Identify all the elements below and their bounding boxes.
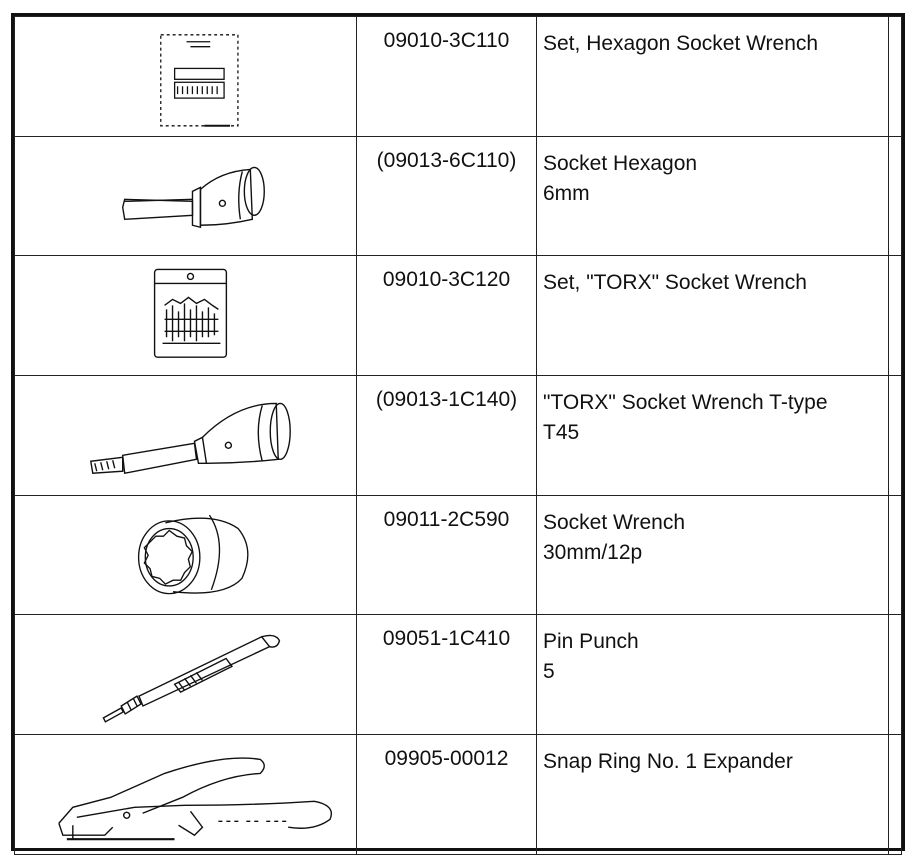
tool-description xyxy=(537,735,889,855)
tool-description xyxy=(537,17,889,137)
tool-description xyxy=(537,615,889,735)
table-row xyxy=(15,735,902,855)
tool-name: Snap Ring No. 1 Expander xyxy=(543,750,793,774)
tool-description xyxy=(537,256,889,376)
tool-name: "TORX" Socket Wrench T-type xyxy=(543,391,828,415)
tool-illustration-cell xyxy=(15,376,357,496)
part-number: 09905-00012 xyxy=(357,735,537,855)
hexagon-socket-set-case-icon xyxy=(15,17,356,136)
tool-name: Socket Hexagon xyxy=(543,151,698,175)
torx-socket-set-pouch-icon xyxy=(15,256,356,375)
tool-name: Set, "TORX" Socket Wrench xyxy=(543,271,807,295)
tool-description xyxy=(537,376,889,496)
snap-ring-expander-icon xyxy=(15,735,356,854)
tool-spec: 6mm xyxy=(543,181,590,205)
tool-illustration-cell xyxy=(15,495,357,615)
part-number: (09013-1C140) xyxy=(357,376,537,496)
tool-illustration-cell xyxy=(15,17,357,137)
blank-cell xyxy=(889,136,902,256)
tool-spec: T45 xyxy=(543,421,580,445)
tool-illustration-cell xyxy=(15,615,357,735)
table-row xyxy=(15,376,902,496)
table-row xyxy=(15,495,902,615)
hexagon-socket-icon xyxy=(15,137,356,256)
tool-name: Pin Punch xyxy=(543,630,639,654)
blank-cell xyxy=(889,495,902,615)
blank-cell xyxy=(889,17,902,137)
tool-spec: 5 xyxy=(543,660,555,684)
table-row xyxy=(15,256,902,376)
part-number: 09011-2C590 xyxy=(357,495,537,615)
tool-illustration-cell xyxy=(15,136,357,256)
tool-name: Set, Hexagon Socket Wrench xyxy=(543,32,819,55)
pin-punch-icon xyxy=(15,615,356,734)
blank-cell xyxy=(889,735,902,855)
tool-name: Socket Wrench xyxy=(543,510,686,534)
12-point-socket-icon xyxy=(15,496,356,615)
part-number: 09010-3C120 xyxy=(357,256,537,376)
table-row xyxy=(15,136,902,256)
table-row xyxy=(15,17,902,137)
part-number: (09013-6C110) xyxy=(357,136,537,256)
tool-description xyxy=(537,495,889,615)
blank-cell xyxy=(889,376,902,496)
tool-spec: 30mm/12p xyxy=(543,540,643,564)
torx-socket-icon xyxy=(15,376,356,495)
special-tools-table xyxy=(11,13,905,851)
blank-cell xyxy=(889,615,902,735)
tool-description xyxy=(537,136,889,256)
tool-illustration-cell xyxy=(15,735,357,855)
table-row xyxy=(15,615,902,735)
blank-cell xyxy=(889,256,902,376)
part-number: 09010-3C110 xyxy=(357,17,537,137)
part-number: 09051-1C410 xyxy=(357,615,537,735)
tool-illustration-cell xyxy=(15,256,357,376)
